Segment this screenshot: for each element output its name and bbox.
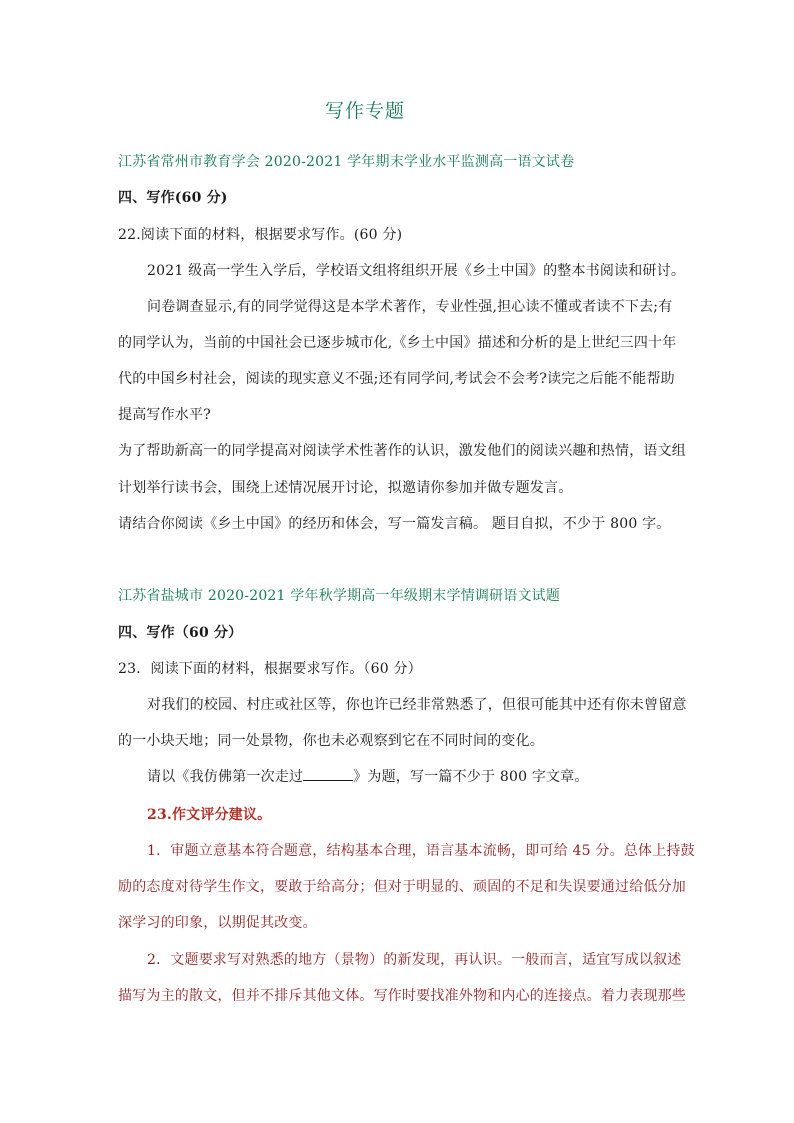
section1-paragraph-3-line-2: 计划举行读书会，围绕上述情况展开讨论，拟邀请你参加并做专题发言。 — [118, 480, 573, 496]
section2-prompt — [147, 767, 589, 787]
section1-heading: 四、写作(60 分) — [118, 190, 228, 206]
section2-source: 江苏省盐城市 2020-2021 学年秋学期高一年级期末学情调研语文试题 — [118, 588, 561, 604]
section1-paragraph-2-line-2: 的同学认为，当前的中国社会已逐步城市化,《乡土中国》描述和分析的是上世纪三四十年 — [118, 335, 677, 351]
section2-prompt-after: 》为题，写一篇不少于 800 字文章。 — [353, 769, 589, 785]
section2-paragraph-1-line-1: 对我们的校园、村庄或社区等，你也许已经非常熟悉了，但很可能其中还有你未曾留意 — [147, 697, 687, 713]
page-title: 写作专题 — [324, 100, 405, 122]
section1-paragraph-3-line-1: 为了帮助新高一的同学提高对阅读学术性著作的认识，激发他们的阅读兴趣和热情，语文组 — [118, 443, 686, 459]
grading-title: 23.作文评分建议。 — [147, 807, 272, 823]
section2-paragraph-1-line-2: 的一小块天地；同一处景物，你也未必观察到它在不同时间的变化。 — [118, 733, 544, 749]
section2-heading: 四、写作（60 分） — [118, 625, 243, 641]
section1-question: 22.阅读下面的材料，根据要求写作。(60 分) — [118, 227, 403, 243]
section1-paragraph-4: 请结合你阅读《乡土中国》的经历和体会，写一篇发言稿。 题目自拟，不少于 800 字。 — [118, 516, 671, 532]
section2-prompt-before: 请以《我仿佛第一次走过 — [147, 769, 304, 785]
title-blank — [303, 767, 353, 781]
section1-paragraph-2-line-3: 代的中国乡村社会，阅读的现实意义不强;还有同学问,考试会不会考?读完之后能不能帮助 — [118, 371, 675, 387]
grading-item-2-line-1: 2．文题要求写对熟悉的地方（景物）的新发现，再认识。一般而言，适宜写成以叙述 — [147, 952, 682, 968]
section1-source: 江苏省常州市教育学会 2020-2021 学年期末学业水平监测高一语文试卷 — [118, 154, 575, 170]
grading-item-2-line-2: 描写为主的散文，但并不排斥其他文体。写作时要找准外物和内心的连接点。着力表现那些 — [118, 988, 686, 1004]
section2-question: 23．阅读下面的材料，根据要求写作。（60 分） — [118, 661, 422, 677]
grading-item-1-line-2: 励的态度对待学生作文，要敢于给高分；但对于明显的、顽固的不足和失误要通过给低分加 — [118, 879, 686, 895]
grading-item-1-line-3: 深学习的印象，以期促其改变。 — [118, 915, 317, 931]
section1-paragraph-1: 2021 级高一学生入学后，学校语文组将组织开展《乡土中国》的整本书阅读和研讨。 — [147, 263, 686, 279]
section1-paragraph-2-line-4: 提高写作水平? — [118, 407, 211, 423]
section1-paragraph-2-line-1: 问卷调查显示,有的同学觉得这是本学术著作，专业性强,担心读不懂或者读不下去;有 — [147, 299, 673, 315]
grading-item-1-line-1: 1．审题立意基本符合题意，结构基本合理，语言基本流畅，即可给 45 分。总体上持鼓 — [147, 843, 695, 859]
